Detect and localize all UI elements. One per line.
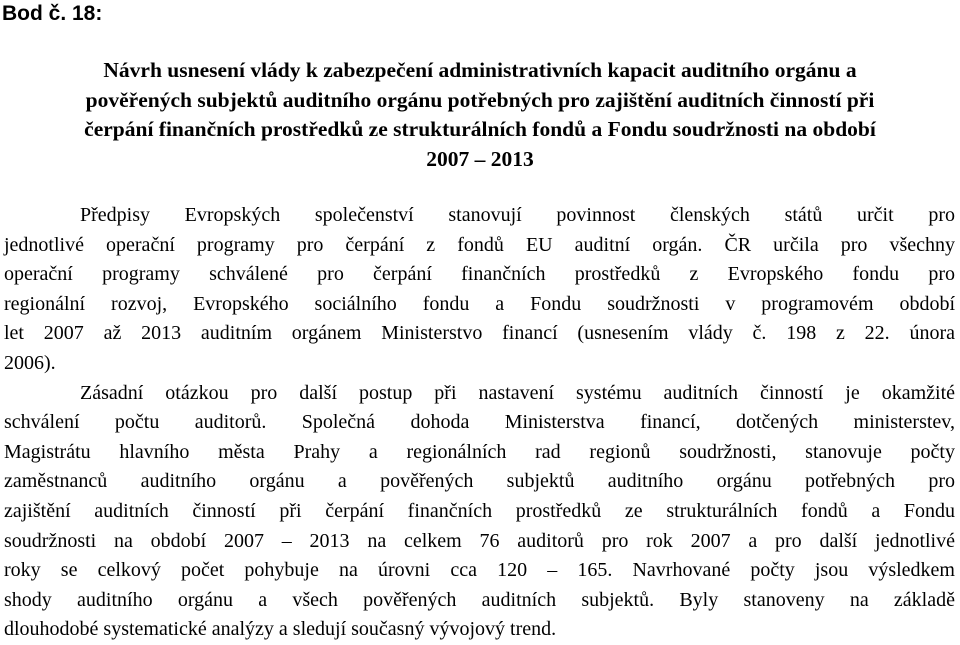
paragraph-line: 2006). [4, 351, 56, 374]
paragraph-line: Předpisy Evropských společenství stanovují povinnost členských států určit pro [80, 204, 955, 226]
resolution-title [2, 56, 958, 174]
title-line: Návrh usnesení vlády k zabezpečení administrativních kapacit auditního orgánu a [103, 58, 857, 82]
paragraph-line: Magistrátu hlavního města Prahy a regionálních rad regionů soudržnosti, stanovuje počty [4, 440, 955, 463]
paragraph-line: roky se celkový počet pohybuje na úrovni cca 120 – 165. Navrhované počty jsou výsledkem [4, 559, 955, 582]
title-line: čerpání finančních prostředků ze strukturálních fondů a Fondu soudržnosti na období [84, 117, 876, 141]
paragraph-line: zajištění auditních činností při čerpání finančních prostředků ze strukturálních fondů a Fondu [4, 499, 955, 522]
paragraph-line: zaměstnanců auditního orgánu a pověřených subjektů auditního orgánu potřebných pro [4, 470, 955, 493]
paragraph-line: jednotlivé operační programy pro čerpání z fondů EU auditní orgán. ČR určila pro všechny [4, 233, 955, 256]
paragraph-line: let 2007 až 2013 auditním orgánem Ministerstvo financí (usnesením vlády č. 198 z 22. února [4, 322, 955, 345]
paragraph-line: regionální rozvoj, Evropského sociálního fondu a Fondu soudržnosti v programovém období [4, 292, 955, 315]
paragraph-line: schválení počtu auditorů. Společná dohoda Ministerstva financí, dotčených ministerstev, [4, 411, 955, 434]
title-line: pověřených subjektů auditního orgánu potřebných pro zajištění auditních činností při [85, 87, 875, 112]
paragraph-line: soudržnosti na období 2007 – 2013 na celkem 76 auditorů pro rok 2007 a pro další jednotlivé [4, 529, 955, 552]
paragraph-line: shody auditního orgánu a všech pověřených auditních subjektů. Byly stanoveny na základě [4, 588, 955, 611]
paragraph-2 [4, 379, 955, 645]
paragraph-1 [4, 201, 955, 379]
paragraph-line: dlouhodobé systematické analýzy a sledují současný vývojový trend. [4, 618, 557, 641]
paragraph-line: operační programy schválené pro čerpání finančních prostředků z Evropského fondu pro [4, 263, 955, 286]
body-text [4, 201, 955, 645]
paragraph-line: Zásadní otázkou pro další postup při nastavení systému auditních činností je okamžité [80, 381, 955, 404]
item-heading: Bod č. 18: [2, 2, 103, 25]
title-line: 2007 – 2013 [426, 146, 534, 171]
